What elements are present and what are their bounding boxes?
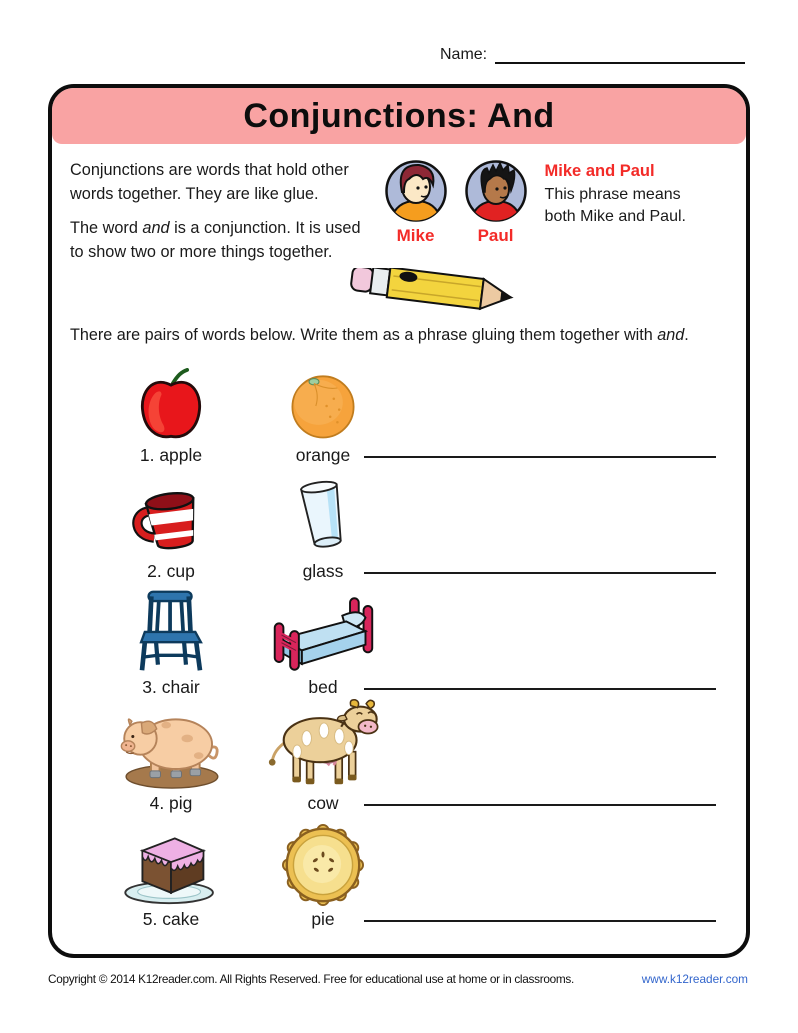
pair-item: [248, 824, 398, 931]
intro-section: [70, 158, 730, 264]
pair-item: [248, 594, 398, 699]
pie-icon: [282, 824, 364, 906]
pair-label-2: glass: [302, 561, 344, 581]
worksheet-header: [52, 88, 746, 144]
pair-item: [96, 826, 246, 931]
glass-icon: [290, 476, 356, 558]
answer-line[interactable]: [364, 572, 716, 574]
name-field: [440, 46, 745, 64]
mike-avatar-icon: [383, 158, 449, 224]
pair-row-4: [52, 703, 746, 819]
name-label: Name:: [440, 46, 488, 63]
instruction-text: There are pairs of words below. Write them as a phrase gluing them together with and.: [70, 326, 689, 344]
name-input-line[interactable]: [495, 48, 745, 64]
answer-line[interactable]: [364, 688, 716, 690]
example-line-2: both Mike and Paul.: [544, 208, 686, 225]
mike-figure: [383, 158, 449, 264]
pair-label-2: pie: [311, 909, 335, 929]
pair-label-2: bed: [308, 677, 338, 697]
pair-row-5: [52, 819, 746, 935]
cup-icon: [129, 482, 213, 558]
intro-paragraph-1: Conjunctions are words that hold other words together. They are like glue.: [70, 161, 349, 203]
example-avatars: [383, 158, 529, 264]
pair-row-1: [52, 355, 746, 471]
pair-item: [248, 476, 398, 583]
pair-item: [248, 370, 398, 467]
paul-label: Paul: [477, 226, 514, 245]
pair-item: [96, 588, 246, 699]
pair-item: [96, 706, 246, 815]
example-line-1: This phrase means: [544, 186, 681, 203]
pair-label-1: 4. pig: [149, 793, 193, 813]
pair-item: [96, 482, 246, 583]
paul-avatar-icon: [463, 158, 529, 224]
orange-icon: [287, 370, 359, 442]
pair-item: [96, 368, 246, 467]
answer-line[interactable]: [364, 456, 716, 458]
footer: [48, 972, 748, 986]
example-text: [545, 158, 730, 264]
intro-paragraph-2: The word and is a conjunction. It is used to show two or more things together.: [70, 219, 361, 261]
copyright-text: Copyright © 2014 K12reader.com. All Rights Reserved. Free for educational use at home or in classrooms.: [48, 972, 574, 986]
mike-label: Mike: [396, 226, 435, 245]
example-heading: Mike and Paul: [544, 162, 655, 180]
bed-icon: [267, 594, 379, 674]
pencil-row: [52, 268, 746, 320]
chair-icon: [132, 588, 210, 674]
pair-label-1: 1. apple: [139, 445, 203, 465]
pig-icon: [116, 706, 226, 790]
pairs-list: [52, 355, 746, 935]
paul-figure: [463, 158, 529, 264]
answer-line[interactable]: [364, 804, 716, 806]
cake-icon: [119, 826, 223, 906]
intro-text: [70, 158, 375, 264]
website-link[interactable]: www.k12reader.com: [641, 972, 748, 986]
pair-label-2: orange: [295, 445, 351, 465]
pair-row-2: [52, 471, 746, 587]
pair-item: [248, 698, 398, 815]
pair-row-3: [52, 587, 746, 703]
apple-icon: [133, 368, 209, 442]
pair-label-1: 3. chair: [142, 677, 200, 697]
answer-line[interactable]: [364, 920, 716, 922]
worksheet: [48, 84, 750, 958]
pair-label-1: 5. cake: [142, 909, 200, 929]
pair-label-1: 2. cup: [147, 561, 195, 581]
pair-label-2: cow: [307, 793, 339, 813]
cow-icon: [264, 698, 382, 790]
page-title: Conjunctions: And: [243, 96, 555, 135]
pencil-icon: [348, 268, 520, 318]
